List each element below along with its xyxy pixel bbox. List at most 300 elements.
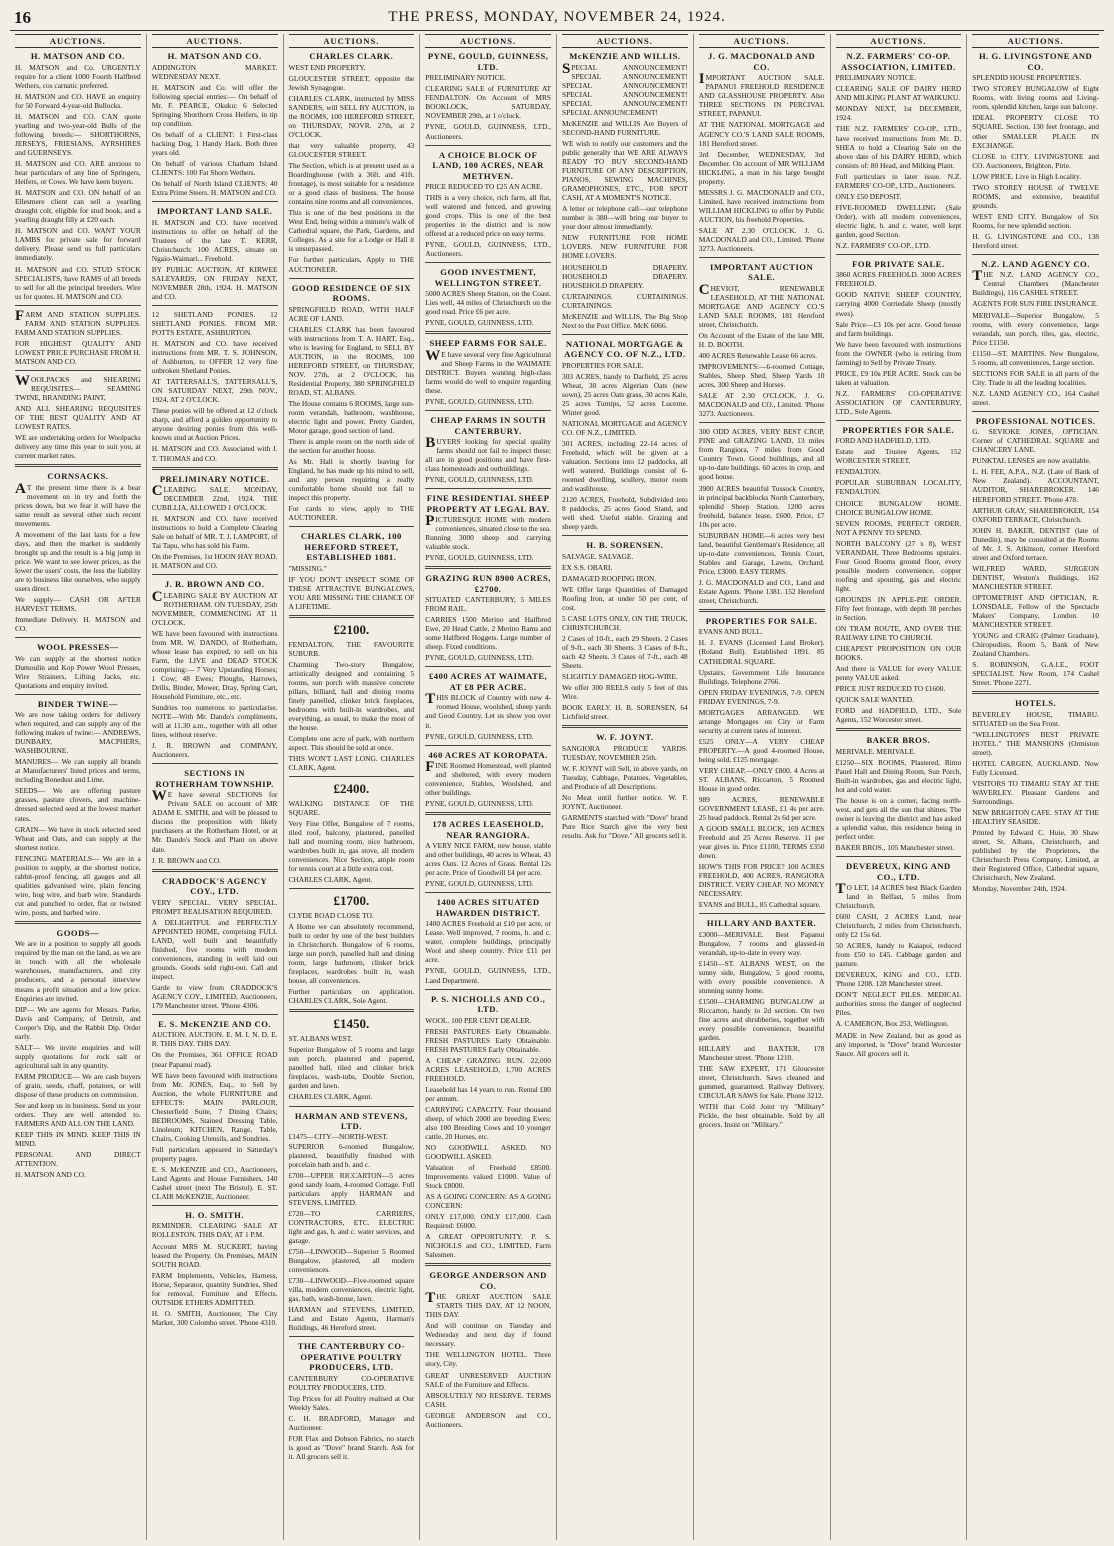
divider — [289, 776, 415, 777]
ad-text: WEST END PROPERTY. — [288, 62, 366, 72]
ad-text: DAMAGED ROOFING IRON. — [562, 573, 657, 583]
ad-text: THE WELLINGTON HOTEL. Three story, City. — [425, 1350, 551, 1369]
advertiser-name: H. O. SMITH. — [185, 1209, 244, 1220]
divider — [972, 254, 1099, 255]
advertisement — [152, 51, 278, 197]
ad-text: THIS is a very choice, rich farm, all flat, well watered and fenced, and growing good crops. This is one of the best properties in the district and is now offered at a reduced price on easy terms. — [425, 193, 551, 239]
ad-text: VISITORS TO TIMARU STAY AT THE WAVERLEY. Pleasant Gardens and Surroundings. — [972, 778, 1099, 806]
ad-text: A CHEAP GRAZING RUN. 22,000 ACRES LEASEHOLD, 1,700 ACRES FREEHOLD. — [425, 1055, 551, 1083]
ad-text: This is one of the best positions in the West End, being within a minute's walk of Cathedral square, the Park, Gardens, and Colleges. As a site for a Lodge or Hall it is unsurpassed. — [288, 208, 415, 254]
advertiser-name: SECTIONS IN ROTHERHAM TOWNSHIP. — [155, 768, 274, 789]
ad-text: WE are undertaking orders for Woolpacks delivery any time this year to suit you, at current market rates. — [15, 433, 141, 461]
advertisement — [425, 897, 551, 984]
ad-text: BUYERS looking for special quality farms should not fail to inspect these; all are in good positions and have first-class homesteads and outbuildings. — [425, 434, 551, 474]
advertiser-name: CORNSACKS. — [47, 471, 109, 482]
ad-text: Estate and Trustee Agents, 152 WORCESTER STREET. — [835, 447, 962, 466]
ad-text: CHARLES CLARK, Agent. — [288, 1092, 373, 1102]
divider — [425, 410, 551, 411]
ad-text: 3860 ACRES FREEHOLD. 3000 ACRES FREEHOLD. — [835, 270, 962, 289]
ad-text: A GOOD SMALL BLOCK, 169 ACRES Freehold and 25 Acres Reserve. 11 per year gives in. Price £1100, TERMS £350 down. — [698, 824, 825, 861]
ad-text: H. MATSON and CO. HAVE an enquiry for 50 Forward 4-year-old Bullocks. — [15, 91, 141, 110]
ad-text: THIS WON'T LAST LONG. CHARLES CLARK, Agent. — [288, 754, 415, 773]
ad-text: G. SEVIOKE JONES, OPTICIAN. Corner of CATHEDRAL SQUARE and CHANCERY LANE. — [972, 427, 1099, 455]
ad-text: HOUSEHOLD DRAPERY. HOUSEHOLD DRAPERY. HOUSEHOLD DRAPERY. — [562, 262, 688, 290]
ad-text: CHEVIOT, RENEWABLE LEASEHOLD, AT THE NATIONAL MORTGAGE AND AGENCY CO.'S LAND SALE ROOMS, 181 Hereford street, Christchurch. — [698, 281, 825, 330]
advertisement — [425, 51, 551, 140]
ad-text: GARMENTS starched with "Dove" brand Pure Rice Starch give the very best results. Ask for "Dove." All grocers sell it. — [562, 812, 688, 841]
advertiser-name: CRADDOCK'S AGENCY COY., LTD. — [162, 875, 268, 897]
divider — [425, 488, 551, 489]
ad-text: OPTOMETRIST AND OPTICIAN, R. LONSDALE, Fellow of the Spectacle Makers' Company, London. 10 MANCHESTER STREET. — [972, 592, 1099, 629]
ad-text: A movement of the last lasts for a few days, and then the market is suddenly brought up and the result is a big jump in price. We want to see lower prices, as the lower the users' costs, the less the liability are to business like ourselves, who supply users direct. — [15, 529, 141, 593]
ad-text: NEW FURNITURE FOR HOME LOVERS. NEW FURNITURE FOR HOME LOVERS. — [562, 233, 688, 261]
ad-text: £1250—SIX ROOMS, Plastered, Rimu Panel Hall and Dining Room, Sun Porch, Built-in wardrobes, gas and electric light, hot and cold water. — [835, 757, 962, 794]
ad-text: E. S. McKENZIE and CO., Auctioneers, Land Agents and House Furnishers, 140 Cashel street (next The Bristol). E. ST. CLAIR McKENZIE, Auctioneer. — [151, 1164, 278, 1201]
advertisement — [699, 262, 825, 418]
divider — [152, 467, 278, 470]
ad-text: H. MATSON and CO. Associated with J. T. THOMAS and CO. — [151, 444, 278, 463]
ad-text: GEORGE ANDERSON and CO., Auctioneers. — [425, 1410, 551, 1429]
advertiser-name: H. MATSON AND CO. — [167, 51, 262, 62]
ad-text: TWO STOREY HOUSE of TWELVE ROOMS, and extensive, beautiful grounds. — [972, 182, 1099, 210]
ad-text: We offer 300 REELS only 5 feet of this Wire. — [562, 683, 688, 702]
ad-text: YOUNG and CRAIG (Palmer Graduate), Chiropodists, Room 5, Bank of New Zealand Chambers. — [972, 630, 1099, 659]
ad-text: FORD AND HADFIELD, LTD. — [835, 436, 931, 446]
column-header: AUCTIONS. — [699, 34, 825, 48]
ad-text: A GREAT OPPORTUNITY. P. S. NICHOLLS and CO., LIMITED, Farm Salesmen. — [425, 1232, 551, 1260]
ad-text: WOOL. 100 PER CENT DEALER. — [425, 1015, 532, 1025]
ad-text: 3rd December, WEDNESDAY, 3rd December. On account of MR WILLIAM HICKLING, a man in his large bought property. — [698, 149, 825, 186]
ad-text: FARM AND STATION SUPPLIES. FARM AND STATION SUPPLIES. FARM AND STATION SUPPLIES. — [15, 307, 141, 337]
ad-text: IMPORTANT AUCTION SALE. PAPANUI FREEHOLD RESIDENCE AND GLASSHOUSE PROPERTY. Also THREE SECTIONS IN PERCIVAL STREET, PAPANUI. — [698, 71, 825, 119]
ad-text: These ponies will be offered at 12 o'clock sharp, and afford a golden opportunity to anyone desiring ponies from this well-known stud at Auction Prices. — [151, 406, 278, 443]
ad-text: SPRINGFIELD ROAD, WITH HALF ACRE OF LAND. — [288, 304, 415, 323]
divider — [425, 666, 551, 667]
ad-text: WALKING DISTANCE OF THE SQUARE. — [288, 798, 415, 818]
ad-text: 3900 ACRES beautiful Tussock Country, in principal backblocks North Canterbury, splendid Sheep Station. 1200 acres freehold, balance lease, £600. Price, £7 10s per acre. — [698, 483, 825, 529]
ad-text: WE have been favoured with instructions from MR. W. DANDO, of Rotherham, whose lease has expired, to sell on his Farm, the LIVE and DEAD STOCK comprising:— 7 Very Upstanding Horses; 1 Cow; 48 Ewes; Ploughs, Harrows, Drills, Binder, Mower, Dray, Spring Cart, Household Furniture, etc., etc. — [151, 628, 278, 702]
ad-text: CLEARING SALE. MONDAY, DECEMBER 22nd, 1924. THE CUBILLIA, ALLOWED 1 O'CLOCK. — [151, 483, 278, 513]
ad-text: Top Prices for all Poultry realised at Our Weekly Sales. — [288, 1393, 415, 1412]
ad-text: PYNE, GOULD, GUINNESS, LTD. — [425, 318, 534, 328]
ad-text: A DELIGHTFUL and PERFECTLY APPOINTED HOME, comprising FULL LAND, well built and beautifully finished, five rooms with modern conveniences, standing in well laid out grounds. Goods sold right-out. Call and inspect. — [151, 917, 278, 981]
advertiser-name: BAKER BROS. — [866, 735, 931, 746]
advertiser-name: CHARLES CLARK, 100 HEREFORD STREET, ESTABLISHED 1881. — [300, 531, 402, 563]
ad-text: MONDAY NEXT, 1st DECEMBER, 1924. — [835, 104, 962, 123]
ad-text: PYNE, GOULD, GUINNESS, LTD. — [425, 879, 534, 889]
ad-text: Printed by Edward C. Huie, 30 Shaw street, St. Albans, Christchurch, and published by the Proprietors, the Christchurch Press Company, Limited, at their Registered Office, Cathedral square, Christchurch, New Zealand. — [972, 828, 1099, 883]
ad-text: IMPROVEMENTS:—6-roomed Cottage, Stables, Sheep Shed, Sheep Yards 10 acres, 300 Sheep and Horses. — [698, 362, 825, 390]
column-4 — [420, 34, 557, 1540]
ad-text: SPLENDID HOUSE PROPERTIES. — [972, 73, 1082, 83]
advertisement — [152, 768, 278, 864]
ad-text: SLIGHTLY DAMAGED HOG-WIRE. — [562, 672, 678, 682]
advertisement — [289, 51, 415, 273]
ad-text: Further particulars on application. CHARLES CLARK, Sole Agent. — [288, 987, 415, 1006]
advertisement — [562, 732, 688, 840]
ad-text: AT THE NATIONAL MORTGAGE and AGENCY CO.'S LAND SALE ROOMS, 181 Hereford street. — [698, 120, 825, 148]
advertisement — [425, 671, 551, 740]
ad-text: J. G. MACDONALD and CO., Land and Estate Agents. 'Phone 1381. 152 Hereford street, Christchurch. — [698, 577, 825, 605]
ad-text: £730—LINWOOD—Five-roomed square villa, modern conveniences, electric light, gas, bath, wash-house, lawn. — [288, 1275, 415, 1304]
divider — [699, 257, 825, 258]
advertiser-name: H. MATSON AND CO. — [30, 51, 125, 62]
advertisement — [425, 150, 551, 259]
advertisement — [152, 310, 278, 463]
advertisement — [562, 51, 688, 329]
ad-text: THE GREAT AUCTION SALE STARTS THIS DAY, AT 12 NOON, THIS DAY. — [425, 1290, 551, 1320]
column-3 — [284, 34, 421, 1540]
ad-text: On behalf of North Island CLIENTS: 40 Extra Prime Steers. H. MATSON and CO. — [151, 179, 278, 198]
advertiser-name: SHEEP FARMS FOR SALE. — [429, 338, 547, 349]
ad-text: PRELIMINARY NOTICE. — [835, 73, 917, 83]
advertiser-name: HARMAN AND STEVENS, LTD. — [294, 1110, 408, 1131]
ad-text: ON TRAM ROUTE, AND OVER THE RAILWAY LINE TO CHURCH. — [835, 623, 962, 642]
advertisement — [972, 259, 1099, 407]
ad-text: H. MATSON and CO. have received instructions to offer on behalf of the Trustees of the late T. KERR, Christchurch: 100 ACRES, situate on Ngaio-Waimari... Freehold. — [151, 217, 278, 263]
divider — [425, 892, 551, 893]
ad-text: GROUNDS IN APPLE-PIE ORDER. Fifty feet frontage, with depth 38 perches in Section. — [835, 594, 962, 622]
ad-text: SALVAGE. SALVAGE. — [562, 551, 634, 561]
ad-text: MERIVALE. MERIVALE. — [835, 746, 916, 756]
ad-text: CARRYING CAPACITY. Four thousand sheep, of which 2000 are breeding Ewes; also 100 Breeding Cows and 10 younger cattle, 20 Horses, etc. — [425, 1104, 551, 1141]
ad-text: POPULAR SUBURBAN LOCALITY, FENDALTON. — [835, 478, 962, 497]
ad-text: H. MATSON and CO. STUD STOCK SPECIALISTS, have RAMS of all breeds to sell for all the principal breeders. Wire us for quotes. H. MATSON and CO. — [15, 264, 141, 301]
ad-text: WEST END CITY. Bungalow of Six Rooms, for new splendid section. — [972, 211, 1099, 230]
ad-text: Upstairs, Government Life Insurance Buildings. Telephone 2766. — [698, 667, 825, 686]
ad-text: £1450—ST. ALBANS WEST, on the sunny side, Bungalow, 5 good rooms, with every possible convenience. A stunning sunny home. — [698, 958, 825, 995]
divider — [425, 1263, 551, 1266]
ad-text: PICTURESQUE HOME with modern conveniences, situated close to the sea. Running 3000 sheep and carrying valuable stock. — [425, 513, 551, 552]
ad-text: ABSOLUTELY NO RESERVE. TERMS CASH. — [425, 1390, 551, 1409]
divider — [562, 725, 688, 728]
ad-text: SALE AT 2.30 O'CLOCK. J. G. MACDONALD and CO., Limited. 'Phone 3273. Auctioneers. — [698, 225, 825, 253]
ad-text: PUNKTAL LENSES are now available. — [972, 456, 1091, 466]
divider — [425, 989, 551, 990]
divider — [836, 420, 962, 421]
ad-text: PYNE, GOULD, GUINNESS, LTD. — [425, 475, 534, 485]
ad-text: EVANS and BULL, 85 Cathedral square. — [698, 900, 821, 910]
ad-text: H. MATSON and CO. have received instructions from MR. T. S. JOHNSON, of Ashburton, to OFFER 12 very fine unbroken Shetland Ponies. — [151, 339, 278, 376]
advertisement — [562, 540, 688, 721]
advertiser-name: N.Z. LAND AGENCY CO. — [981, 258, 1090, 269]
advertisement — [836, 735, 962, 852]
advertiser-name: GEORGE ANDERSON AND CO. — [429, 1270, 547, 1291]
ad-text: FINE Roomed Homestead, well planted and sheltered, with every modern convenience, Stables, Woolshed, and other buildings. — [425, 759, 551, 798]
ad-text: H. MATSON and CO. ON behalf of an Ellesmere client can sell a yearling draught colt, eligible for stud book, and a yearling draught filly at £20 each. — [15, 188, 141, 225]
advertiser-name: GOOD INVESTMENT, WELLINGTON STREET. — [434, 267, 542, 288]
ad-text: CLEARING SALE OF DAIRY HERD AND MILKING PLANT AT WAIKUKU. — [835, 84, 962, 103]
ad-text: SEEDS— We are offering pasture grasses, pasture clovers, and machine-dressed selected seed at the lowest market rates. — [15, 786, 141, 823]
ad-text: CHEAPEST PROPOSITION ON OUR BOOKS. — [835, 643, 962, 663]
column-header: AUCTIONS. — [836, 34, 962, 48]
ad-text: On the Premises, 361 OFFICE ROAD (near Papanui road). — [151, 1050, 278, 1069]
divider — [836, 856, 962, 857]
advertisement — [699, 51, 825, 253]
column-6 — [694, 34, 831, 1540]
advertiser-name: IMPORTANT LAND SALE. — [156, 206, 273, 217]
ad-text: Monday, November 24th, 1924. — [972, 884, 1067, 894]
ad-text: FOR Flax and Dobson Fabrics, no starch is good as "Dove" brand Starch. Ask for it. All grocers sell it. — [288, 1433, 415, 1461]
ad-text: OPEN FRIDAY EVENINGS, 7-9. OPEN FRIDAY EVENINGS, 7-9. — [698, 687, 825, 706]
divider — [289, 1009, 415, 1012]
ad-text: H. MATSON and CO. WANT YOUR LAMBS for private sale for forward delivery. Please send us full particulars immediately. — [15, 226, 141, 263]
ad-text: Complete one acre of park, with northern aspect. This should be sold at once. — [288, 734, 415, 753]
ad-text: CLEARING SALE BY AUCTION AT ROTHERHAM. ON TUESDAY, 25th NOVEMBER, COMMENCING AT 11 O'CLOCK. — [151, 588, 278, 627]
ad-text: WE Offer large Quantities of Damaged Roofing Iron, at under 50 per cent, of cost. — [562, 584, 688, 612]
ad-text: £525 ONLY—A VERY CHEAP PROPERTY.—A good 4-roomed House, being sold, £125 mortgage. — [698, 736, 825, 764]
ad-text: NORTH BALCONY (27 x 8), WEST VERANDAH, Three Bedrooms upstairs. Four Good Rooms ground floor, every possible modern convenience, copper roofing and spouting, gas and electric light. — [835, 538, 962, 593]
advertisement — [15, 642, 141, 690]
ad-text: SITUATED CANTERBURY, 5 MILES FROM RAIL. — [425, 595, 551, 614]
ad-text: CURTAININGS. CURTAININGS. CURTAININGS. — [562, 291, 688, 310]
advertisement — [15, 372, 141, 461]
ad-text: "WELLINGTON'S BEST PRIVATE HOTEL." THE MANSIONS (Ormiston street). — [972, 729, 1099, 757]
ad-text: VERY SPECIAL. VERY SPECIAL. PROMPT REALISATION REQUIRED. — [151, 897, 278, 916]
ad-text: THE N.Z. FARMERS' CO-OP., LTD., have received instructions from Mr. D. SHEA to hold a Clearing Sale on the above date of his DAIRY HERD, which consists of: 80 Head, and Milking Plant. — [835, 124, 962, 170]
ad-text: AGENTS FOR SUN FIRE INSURANCE. — [972, 299, 1099, 309]
ad-text: On behalf of various Chatham Island CLIENTS: 100 Fat Shorn Wethers. — [151, 159, 278, 178]
ad-text: LOW PRICE. Live in High Locality. — [972, 171, 1082, 181]
advertisement — [289, 1111, 415, 1333]
divider — [289, 1336, 415, 1337]
ad-text: ONLY £50 DEPOSIT. — [835, 191, 902, 201]
ad-text: FARM PRODUCE— We are cash buyers of grain, seeds, chaff, potatoes, or will dispose of these products on commission. — [15, 1071, 141, 1099]
ad-text: H. MATSON and CO. CAN quote yearling and two-year-old Bulls of the following breeds:— SHORTHORNS, JERSEYS, FRIESIANS, AYRSHIRES and GUERNSEYS. — [15, 112, 141, 158]
advertisement — [152, 206, 278, 301]
ad-text: Superior Bungalow of 5 rooms and large sun porch, plastered and papered, panelled hall, tiled and clinker brick fireplaces, wash-tubs, Double Section, garden and lawn. — [288, 1045, 415, 1091]
ad-text: FORD and HADFIELD, LTD., Sole Agents, 152 Worcester street. — [835, 706, 962, 725]
advertiser-name: DEVEREUX, KING AND CO., LTD. — [846, 861, 951, 882]
column-1 — [10, 34, 147, 1540]
masthead — [10, 8, 1104, 31]
ad-text: FIVE-ROOMED DWELLING (Sale Order), with all modern conveniences, electric light, h. and c. water, well kept garden, good Section. — [835, 202, 962, 239]
ad-text: N.Z. FARMERS' CO-OP., LTD. — [835, 240, 931, 250]
advertiser-name: PRELIMINARY NOTICE. — [159, 473, 270, 484]
divider — [425, 331, 551, 334]
ad-text: CHARLES CLARK has been favoured with instructions from T. A. HART, Esq., who is leaving for England, to SELL BY AUCTION, in the ROOMS, 100 HEREFORD STREET, on THURSDAY, NOV. 27th, at 2 O'CLOCK, his Residential Property, 380 SPRINGFIELD ROAD, ST. ALBANS. — [288, 324, 415, 397]
ad-text: SECTIONS FOR SALE in all parts of the City. Trade in all the leading localities. — [972, 368, 1099, 387]
advertiser-name: WOOL PRESSES— — [37, 642, 119, 653]
advertiser-name: FOR PRIVATE SALE. — [852, 258, 945, 269]
ad-text: The Section, which is at present used as a Boardinghouse (with a 36ft. and 41ft. frontage), is most suitable for a residence or a good class of business. The house contains nine rooms and all conveniences. — [288, 161, 415, 207]
ad-text: S. ROBINSON, G.A.I.E., FOOT SPECIALIST. New Room, 174 Cashel Street. 'Phone 2271. — [972, 660, 1099, 688]
ad-text: TWO STOREY BUNGALOW of Eight Rooms, with living rooms and Living-room, splendid kitchen, large sun balcony. — [972, 84, 1099, 112]
advertisement — [425, 573, 551, 662]
ad-text: McKENZIE and WILLIS Are Buyers of SECOND-HAND FURNITURE. — [562, 119, 688, 138]
advertisement — [699, 427, 825, 605]
ad-text: £1500—CHARMING BUNGALOW at Riccarton, handy to 2d section. On two fine acres and shrubberies, together with every possible convenience, beautiful garden. — [698, 997, 825, 1043]
divider — [836, 254, 962, 255]
ad-text: 400 ACRES Renewable Lease 66 acres. — [698, 351, 817, 361]
ad-text: On Account of the Estate of the late MR. H. D. BOOTH. — [698, 331, 825, 350]
ad-text: HOW'S THIS FOR PRICE? 100 ACRES FREEHOLD, 400 ACRES, RANGIORA DISTRICT. VERY CHEAP. NO MONEY NECESSARY. — [698, 862, 825, 899]
advertiser-name: THE CANTERBURY CO-OPERATIVE POULTRY PRODUCERS, LTD. — [297, 1341, 405, 1373]
ad-text: 2 Cases of 10-ft., each 29 Sheets. 2 Cases of 9-ft., each 30 Sheets. 3 Cases of 8-ft., each 42 Sheets. 3 Cases of 7-ft., each 48 Sheets. — [562, 633, 688, 671]
ad-text: H. MATSON and CO. have received instructions to hold a Complete Clearing Sale on behalf of MR. T. J. LAMPORT, of Tai Tapu, who has sold his Farm. — [151, 514, 278, 551]
advertiser-name: J. G. MACDONALD AND CO. — [708, 51, 816, 72]
advertisement — [425, 750, 551, 809]
divider — [836, 728, 962, 731]
divider — [425, 745, 551, 746]
advertisement — [152, 1019, 278, 1201]
advertiser-name: £400 ACRES AT WAIMATE, AT £8 PER ACRE. — [428, 671, 548, 692]
divider — [152, 1205, 278, 1206]
advertiser-name: PROFESSIONAL NOTICES. — [975, 415, 1096, 426]
divider — [152, 869, 278, 872]
ad-text: 300 ODD ACRES, VERY BEST CROP, PINE and GRAZING LAND, 13 miles from Rangiora, 7 miles from Good Country Town. Good buildings, and all up-to-date buildings. 60 acres in crop, and good house. — [698, 427, 825, 482]
ad-text: KEEP THIS IN MIND. KEEP THIS IN MIND. — [15, 1129, 141, 1148]
divider — [699, 913, 825, 914]
ad-text: As Mr. Hall is shortly leaving for England, he has made up his mind to sell, and any person requiring a really comfortable home should not fail to inspect this property. — [288, 457, 415, 503]
advertiser-name: A CHOICE BLOCK OF LAND, 100 ACRES, NEAR METHVEN. — [432, 149, 544, 181]
ad-text: PRICE REDUCED TO £25 AN ACRE. — [425, 182, 543, 191]
ad-text: H. O. SMITH, Auctioneer, The City Market, 300 Colombo street. 'Phone 4310. — [151, 1308, 278, 1327]
divider — [289, 526, 415, 527]
ad-text: CHOICE BUNGALOW HOME. CHOICE BUNGALOW HOME. — [835, 498, 962, 517]
ad-text: CANTERBURY CO-OPERATIVE POULTRY PRODUCERS, LTD. — [288, 1373, 415, 1392]
divider — [562, 334, 688, 335]
divider — [425, 262, 551, 263]
ad-text: Garde to view from CRADDOCK'S AGENCY COY., LIMITED, Auctioneers, 179 Manchester street. 'Phone 4306. — [151, 982, 278, 1010]
divider — [699, 609, 825, 612]
ad-text: HARMAN and STEVENS, LIMITED, Land and Estate Agents, Harman's Buildings, 46 Hereford street. — [288, 1305, 415, 1333]
advertisement — [289, 1341, 415, 1461]
ad-text: CLYDE ROAD CLOSE TO. — [288, 911, 374, 921]
ad-text: See and keep us in business. Send us your orders. They are well attended to. FARMERS AND ALL ON THE LAND. — [15, 1100, 141, 1128]
ad-text: that very valuable property, 43 GLOUCESTER STREET. — [288, 141, 415, 160]
ad-text: ST. ALBANS WEST. — [288, 1034, 353, 1044]
divider — [289, 888, 415, 889]
ad-text: QUICK SALE WANTED. — [835, 695, 914, 705]
advertisement — [699, 616, 825, 909]
advertisement — [836, 51, 962, 250]
advertisement — [425, 493, 551, 562]
ad-text: ADDINGTON MARKET. WEDNESDAY NEXT. — [151, 62, 278, 81]
ad-text: PRELIMINARY NOTICE. — [425, 73, 506, 83]
ad-text: H. MATSON AND CO. — [15, 1170, 86, 1180]
column-header: AUCTIONS. — [289, 34, 415, 48]
ad-text: N.Z. LAND AGENCY CO., 164 Cashel street. — [972, 388, 1099, 407]
divider — [15, 464, 141, 467]
ad-text: WITH that Cold Joint try "Military" Pickle, the best obtainable. Sold by all grocers. Insist on "Military." — [698, 1102, 825, 1130]
ad-text: On behalf of a CLIENT: 1 First-class backing Dog, 1 Handy Hack. Both three years old. — [151, 130, 278, 158]
ad-text: Charming Two-story Bungalow, artistically designed and containing 5 rooms, sun porch with massive concrete pillars, billiard, hall and dining rooms finely panelled, clinker brick fireplaces, bedrooms with built-in wardrobes, and everything, as usual, to make the most of the house. — [288, 659, 415, 732]
ad-text: BY PUBLIC AUCTION, AT KIRWEE SALEYARDS, ON FRIDAY NEXT, NOVEMBER 28th, 1924. H. MATSON and CO. — [151, 264, 278, 302]
price-heading: £2400. — [333, 781, 370, 797]
ad-text: 1400 ACRES Freehold at £10 per acre, or Lease. Well improved, 7 rooms, h. and c. water, complete buildings, principally Wool and sheep country. Price £11 per acre. — [425, 919, 551, 965]
ad-text: And there is VALUE for every VALUE penny VALUE asked. — [835, 664, 962, 683]
page-number: 16 — [14, 8, 31, 27]
advertisement — [425, 267, 551, 327]
ad-text: PYNE, GOULD, GUINNESS, LTD. — [425, 553, 534, 563]
ad-text: MADE in New Zealand, but as good as any imported, is "Dove" brand Worcester Sauce. All grocers sell it. — [835, 1030, 962, 1058]
advertiser-name: W. F. JOYNT. — [596, 732, 654, 743]
advertisement — [152, 1210, 278, 1327]
advertisement — [425, 1270, 551, 1428]
advertisement — [425, 819, 551, 888]
ad-text: A VERY NICE FARM, new house, stable and other buildings, 40 acres in Wheat, 43 acres Oats. 12 Acres of Grass. Rental 12s per acre. Price of Goodwill £4 per acre. — [425, 841, 551, 878]
advertisement — [836, 861, 962, 1058]
ad-text: £720—TO CARRIERS, CONTRACTORS, ETC. ELECTRIC light and gas, h. and c. water services, and garage. — [288, 1208, 415, 1245]
ad-text: AND ALL SHEARING REQUISITES OF THE BEST QUALITY AND AT LOWEST RATES. — [15, 403, 141, 431]
advertiser-name: McKENZIE AND WILLIS. — [569, 51, 681, 62]
ad-text: H. MATSON and CO. ARE anxious to hear particulars of any line of Springers, Heifers, or Cows. We have keen buyers. — [15, 159, 141, 187]
ad-text: IF YOU DON'T INSPECT SOME OF THESE ATTRACTIVE BUNGALOWS, YOU ARE MISSING THE CHANCE OF A LIFETIME. — [288, 574, 415, 611]
ad-text: WE have several SECTIONS for Private SALE on account of MR ADAM E. SMITH, and will be pleased to discuss the proposition with likely purchasers at the Rotherham Hotel, or at Mr. Dando's Stock and Plant on above date. — [151, 788, 278, 854]
ad-text: CLOSE to CITY. LIVINGSTONE and CO. Auctioneers, Brighton, Pirie. — [972, 151, 1099, 170]
advertiser-name: 178 ACRES LEASEHOLD, NEAR RANGIORA. — [432, 819, 544, 840]
divider — [15, 637, 141, 638]
ad-text: DIP— We are agents for Messrs. Parke, Davis and Company, of Detroit, and Cooper's Dip, and the Rabbit Dip. Order early. — [15, 1004, 141, 1041]
ad-text: SALE AT 2.30 O'CLOCK. J. G. MACDONALD and CO., Limited. 'Phone 3273. Auctioneers. — [698, 391, 825, 419]
divider — [289, 278, 415, 279]
ad-text: Sundries too numerous to particularise. NOTE—With Mr. Dando's compliments, will at 11.30 a.m., together with all other lines, without reserve. — [151, 703, 278, 740]
ad-text: AT the present time there is a bear movement on in try and forth the prices down, but we fear it will have the same result as several other such recent movements. — [15, 480, 141, 528]
advertiser-name: P. S. NICHOLLS AND CO., LTD. — [430, 993, 546, 1015]
ad-text: ARTHUR GRAY, SHAREBROKER, 154 OXFORD TERRACE, Christchurch. — [972, 505, 1099, 524]
ad-text: BEVERLEY HOUSE, TIMARU. SITUATED on the Sea Front. — [972, 709, 1099, 728]
advertisement — [289, 283, 415, 523]
ad-text: PYNE, GOULD, GUINNESS, LTD. — [425, 653, 534, 663]
ad-text: AUCTION. AUCTION. E. M. I. N. D. E. R. THIS DAY. THIS DAY. — [151, 1030, 278, 1049]
ad-text: J. R. BROWN and CO. — [151, 855, 221, 865]
ad-text: CLEARING SALE of FURNITURE AT FENDALTON. On Account of MRS BOOKLOCK, SATURDAY, NOVEMBER 29th, at 1 o'clock. — [425, 84, 551, 121]
ad-text: FARM Implements, Vehicles, Harness, Horse, Separator, quantity Sundries, Shed for removal, Furniture and Effects. OUTSIDE ETHERS ADMITTED. — [151, 1270, 278, 1307]
ad-text: JOHN H. BAKER, DENTIST (late of Dunedin), may be consulted at the Rooms of Mr. J. S. Atkinson, corner Hereford street and Oxford terrace. — [972, 525, 1099, 562]
column-2 — [147, 34, 284, 1540]
ad-text: 303 ACRES, handy to Darfield, 25 acres Wheat, 30 acres Algerian Oats (new sown), 25 acres Oats grass, 30 acres Kale, 25 acres Turnips, 52 acres Lucerne. Winter good. — [562, 371, 688, 417]
ad-text: PROPERTIES FOR SALE. — [562, 360, 644, 370]
divider — [152, 574, 278, 575]
ad-text: PYNE, GOULD, GUINNESS, LTD., Auctioneers. — [425, 240, 551, 259]
ad-text: ONLY £17,000. ONLY £17,000. Cash Required: £6000. — [425, 1212, 551, 1231]
ad-text: A. CAMERON, Box 253, Wellington. — [835, 1019, 949, 1029]
advertisement — [152, 876, 278, 1010]
divider — [152, 305, 278, 306]
divider — [289, 1106, 415, 1107]
ad-text: SANGIORA PRODUCE YARDS. TUESDAY, NOVEMBER 25th. — [562, 743, 688, 762]
ad-text: £750—LINWOOD—Superior 5 Roomed Bungalow, plastered, all modern conveniences. — [288, 1246, 415, 1274]
advertisement — [425, 338, 551, 406]
ad-text: Full particulars in later issue. N.Z. FARMERS' CO-OP., LTD., Auctioneers. — [835, 171, 962, 190]
ad-text: CHARLES CLARK, instructed by MISS SANDERS, will SELL BY AUCTION, in the ROOMS, 100 HEREFORD STREET, on THURSDAY, NOVR. 27th, at 2 O'CLOCK. — [288, 93, 415, 140]
column-header: AUCTIONS. — [15, 34, 141, 48]
divider — [425, 812, 551, 815]
ad-text: L. H. FEE, A.P.A., N.Z. (Late of Bank of New Zealand). ACCOUNTANT, AUDITOR, SHAREBROKER. 146 HEREFORD STREET. 'Phone 478. — [972, 467, 1099, 504]
ad-text: £600 CASH, 2 ACRES Land, near Christchurch, 2 miles from Christchurch, only £2 15s 6d. — [835, 912, 962, 940]
ad-text: WE have several very fine Agricultural and Sheep Farms in the WAIMATE DISTRICT. Buyers wanting high-class farms would do well to enquire regarding these. — [425, 347, 551, 395]
divider — [152, 1014, 278, 1015]
ad-text: A letter or telephone call—our telephone number is 380—will bring our buyer to your door almost immediately. — [562, 204, 688, 232]
ad-text: H. J. EVANS (Licensed Land Broker). (Roland Bull). Established 1891. 85 CATHEDRAL SQUARE. — [698, 638, 825, 666]
ad-text: AT TATTERSALL'S, TATTERSALL'S, ON SATURDAY NEXT, 29th NOV., 1924, AT 2 O'CLOCK. — [151, 377, 278, 405]
ad-text: NO GOODWILL ASKED. NO GOODWILL ASKED. — [425, 1142, 551, 1161]
ad-text: For cards to view, apply to THE AUCTIONEER. — [288, 504, 415, 523]
ad-text: FENDALTON. — [835, 467, 881, 477]
advertiser-name: NATIONAL MORTGAGE & AGENCY CO. OF N.Z., LTD. — [564, 338, 686, 360]
ad-text: Full particulars appeared in Saturday's property pages. — [151, 1144, 278, 1163]
ad-text: GREAT UNRESERVED AUCTION SALE of the Furniture and Effects. — [425, 1370, 551, 1389]
ad-text: IDEAL PROPERTY CLOSE TO SQUARE. Section, 130 feet frontage, and other SMALLER PLACE IN EXCHANGE. — [972, 113, 1099, 150]
ad-text: 50 ACRES, handy to Kaiapoi, reduced from £50 to £45. Cabbage garden and pasture. — [835, 941, 962, 969]
ad-text: WE have been favoured with instructions from Mr. JONES, Esq., to Sell by Auction, the whole FURNITURE and EFFECTS: MAIN PARLOUR, Chesterfield Suite, 7 Dining Chairs; BEDROOMS, Stained Dressing Table, Linoleum; KITCHEN, Range, Table, Chairs, Cooking Utensils, and Sundries. — [151, 1070, 278, 1143]
advertisement — [289, 781, 415, 884]
advertiser-name: HILLARY AND BAXTER. — [706, 918, 817, 929]
ad-text: MERIVALE—Superior Bungalow, 5 rooms, with every convenience, large verandah, sun porch, tiles, gas, electric, Price £1150. — [972, 310, 1099, 347]
ad-text: We have been favoured with instructions from the OWNER (who is retiring from farming) to Sell by Private Treaty. — [835, 339, 962, 367]
ad-text: HILLARY and BAXTER, 178 Manchester street. 'Phone 1210. — [698, 1044, 825, 1063]
